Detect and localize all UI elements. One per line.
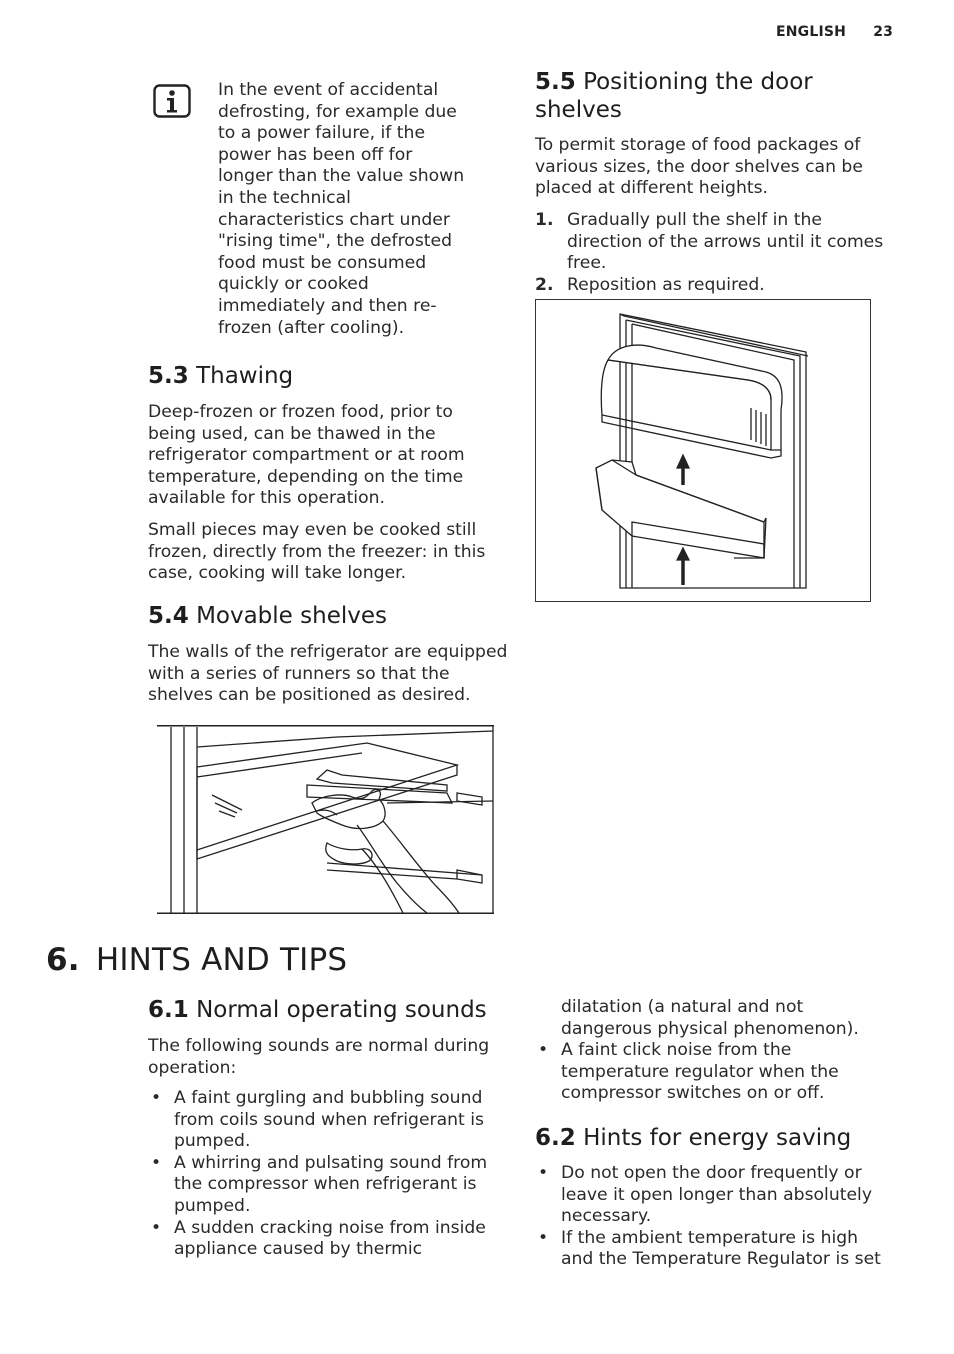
list-item-text: If the ambient temperature is high and the Temperature Regulator is set <box>561 1227 881 1270</box>
list-item-text: A whirring and pulsating sound from the compressor when refrigerant is pumped. <box>174 1152 488 1216</box>
list-item <box>148 1218 498 1261</box>
header-language: ENGLISH <box>776 24 847 40</box>
section-heading-5-3 <box>148 362 528 390</box>
section-number: 6.2 <box>535 1125 576 1151</box>
list-item <box>535 210 890 275</box>
step-text: Gradually pull the shelf in the direction of the arrows until it comes free. <box>567 210 884 274</box>
section-heading-5-4 <box>148 602 528 630</box>
chapter-title: HINTS AND TIPS <box>95 942 348 978</box>
section-title: Positioning the door shelves <box>535 69 813 123</box>
list-item <box>535 1163 895 1228</box>
section-heading-6-1 <box>148 996 528 1024</box>
page-header <box>776 24 896 42</box>
bullet: • <box>151 1088 162 1108</box>
bullet: • <box>151 1152 162 1173</box>
section-title: Hints for energy saving <box>583 1125 852 1151</box>
bullet: • <box>538 1040 549 1060</box>
chapter-heading <box>46 942 646 978</box>
shelf-illustration <box>157 725 494 914</box>
step-text: Reposition as required. <box>567 274 765 295</box>
bullet: • <box>151 1217 162 1238</box>
sounds-list-continuation: dilatation (a natural and not dangerous physical phenomenon). <box>561 997 859 1039</box>
chapter-number: 6. <box>46 942 80 978</box>
list-item-text: A faint click noise from the temperature regulator when the compressor switches on or off. <box>561 1040 839 1104</box>
info-icon <box>153 84 191 118</box>
list-item-text: A sudden cracking noise from inside appliance caused by thermic <box>174 1217 486 1260</box>
section-number: 5.5 <box>535 69 576 95</box>
section-title: Normal operating sounds <box>196 997 487 1023</box>
step-number: 2. <box>535 274 554 295</box>
section-heading-5-5 <box>535 68 865 124</box>
thawing-paragraph-2: Small pieces may even be cooked still frozen, directly from the freezer: in this case, cooking will take longer. <box>148 520 486 584</box>
list-item <box>535 1228 895 1271</box>
page-number: 23 <box>873 24 894 40</box>
section-title: Movable shelves <box>196 603 387 629</box>
step-number: 1. <box>535 210 554 230</box>
list-item <box>535 1040 885 1105</box>
door-shelves-steps <box>535 210 890 296</box>
section-title: Thawing <box>196 363 294 389</box>
door-shelf-illustration <box>535 299 871 602</box>
bullet: • <box>538 1163 549 1183</box>
sounds-list-part-2 <box>535 1040 885 1105</box>
info-note-text: In the event of accidental defrosting, for example due to a power failure, if the power has been off for longer than the value shown in the technical characteristics chart under "rising time", the defrosted food must be consumed quickly or cooked immediately and then re-frozen (after cooling). <box>218 80 465 338</box>
list-item-text: A faint gurgling and bubbling sound from coils sound when refrigerant is pumped. <box>174 1088 484 1152</box>
list-item <box>148 1088 498 1153</box>
section-heading-6-2 <box>535 1124 895 1152</box>
list-item-text: Do not open the door frequently or leave it open longer than absolutely necessary. <box>561 1163 872 1227</box>
list-item <box>535 275 890 297</box>
section-number: 6.1 <box>148 997 189 1023</box>
energy-saving-list <box>535 1163 895 1271</box>
sounds-list <box>148 1088 498 1261</box>
thawing-paragraph-1: Deep-frozen or frozen food, prior to being used, can be thawed in the refrigerator compartment or at room temperature, depending on the time available for this operation. <box>148 402 465 509</box>
movable-shelves-paragraph: The walls of the refrigerator are equipped with a series of runners so that the shelves can be positioned as desired. <box>148 642 508 706</box>
sounds-intro: The following sounds are normal during operation: <box>148 1036 490 1078</box>
section-number: 5.4 <box>148 603 189 629</box>
door-shelves-paragraph: To permit storage of food packages of various sizes, the door shelves can be placed at different heights. <box>535 135 863 199</box>
section-number: 5.3 <box>148 363 189 389</box>
list-item <box>148 1153 498 1218</box>
bullet: • <box>538 1227 549 1248</box>
